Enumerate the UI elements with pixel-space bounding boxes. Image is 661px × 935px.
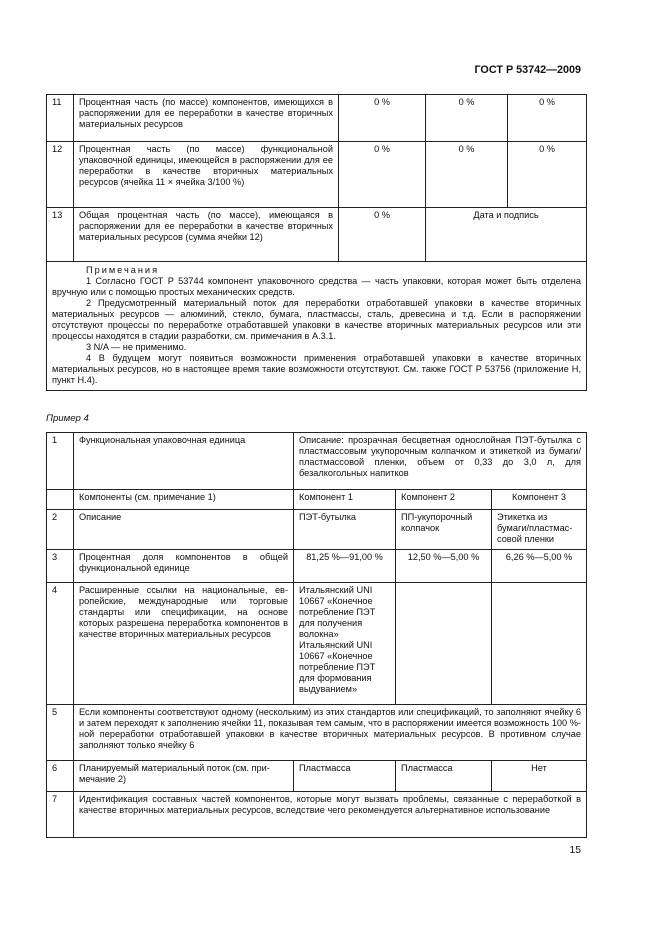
row-description: Общая процентная часть (по массе), имеющаяся в распоряжении для ее переработки в качестве вторичных материальных ресурсов (сумма ячейки 12): [74, 208, 339, 262]
notes-title: Примечания: [86, 265, 160, 275]
example-table: [46, 432, 587, 838]
component-value: Итальянский UNI 10667 «Конечное потребление ПЭТ для получения волокна» Итальянский UNI 10667 «Конечное потребление ПЭТ для формования выдуванием»: [294, 583, 396, 705]
row-number: 6: [47, 761, 74, 792]
note-item: 2 Предусмотренный материальный поток для переработки отработавшей упаковки в качестве вторичных материальных ресурсов — алюминий, стекло, бумага, пластмассы, сталь, древесина и т.д. Если в распоряжении отсутствуют процессы по переработке отработавшей упаковки в качестве вторичных материальных ресурсов или эти процессы находятся в стадии разработки, см. примечания в А.3.1.: [52, 298, 581, 341]
value-cell: 0 %: [508, 142, 587, 208]
note-item: 4 В будущем могут появиться возможности применения отработавшей упаковки в качестве вторичных материальных ресурсов, но в настоящее время такие возможности отсутствуют. См. также ГОСТ Р 53756 (приложение Н, пункт Н.4).: [52, 353, 581, 385]
table-row: [47, 510, 587, 550]
components-label: Компоненты (см. примечание 1): [74, 490, 294, 510]
component-value: Пластмасса: [294, 761, 396, 792]
table-row: [47, 433, 587, 490]
table-row: [47, 208, 587, 262]
note-item: 3 N/A — не применимо.: [86, 342, 187, 352]
document-header: ГОСТ Р 53742—2009: [474, 64, 581, 76]
notes-row: [47, 262, 587, 391]
component-value: Нет: [492, 761, 587, 792]
row-label: Процентная доля компонентов в общей функциональной единице: [74, 550, 294, 583]
component-value: ПЭТ-бутылка: [294, 510, 396, 550]
row-label: Описание: [74, 510, 294, 550]
row-number: 1: [47, 433, 74, 490]
note-item: 1 Согласно ГОСТ Р 53744 компонент упаковочного средства — часть упаковки, которая может быть отделена вручную или с помощью простых механических средств.: [52, 276, 581, 297]
value-cell: 0 %: [339, 208, 426, 262]
table-continuation: [46, 94, 587, 391]
row-number: [47, 490, 74, 510]
table-row: [47, 142, 587, 208]
component-value: ПП-укупорочный колпачок: [396, 510, 492, 550]
value-cell: 0 %: [508, 95, 587, 142]
component-value: [396, 583, 492, 705]
row-instruction: Если компоненты соответствуют одному (нескольким) из этих стандартов или спецификаций, то заполняют ячейку 6 и затем переходят к заполнению ячейки 11, показывая тем самым, что в распоряжении имеется возможность 100 %-ной переработки отработавшей упаковки в качестве вторичных материальных ресурсов. В противном случае заполняют только ячейку 6: [74, 705, 587, 761]
row-label: Планируемый материальный поток (см. примечание 2): [74, 761, 294, 792]
signature-cell: Дата и подпись: [426, 208, 587, 262]
component-header: Компонент 1: [294, 490, 396, 510]
row-number: 13: [47, 208, 74, 262]
value-cell: 0 %: [339, 142, 426, 208]
component-value: Пластмасса: [396, 761, 492, 792]
row-number: 3: [47, 550, 74, 583]
table-row: [47, 490, 587, 510]
row-label: Расширенные ссылки на национальные, европейские, международные или торговые стандарты или спецификации, на основе которых разрешена переработка компонентов в качестве вторичных материальных ресурсов: [74, 583, 294, 705]
table-row: [47, 583, 587, 705]
row-description: Процентная часть (по массе) функциональной упаковочной единицы, имеющейся в распоряжении для ее переработки в качестве вторичных материальных ресурсов (ячейка 11 × ячейка 3/100 %): [74, 142, 339, 208]
component-header: Компонент 2: [396, 490, 492, 510]
row-number: 4: [47, 583, 74, 705]
page-number: 15: [569, 845, 581, 856]
table-row: [47, 550, 587, 583]
table-row: [47, 95, 587, 142]
row-description: Процентная часть (по массе) компонентов, имеющихся в распоряжении для ее переработки в качестве вторичных материальных ресурсов: [74, 95, 339, 142]
row-number: 2: [47, 510, 74, 550]
component-value: 81,25 %—91,00 %: [294, 550, 396, 583]
example-label: Пример 4: [46, 413, 89, 424]
row-number: 12: [47, 142, 74, 208]
table-row: [47, 705, 587, 761]
value-cell: 0 %: [426, 95, 508, 142]
row-number: 11: [47, 95, 74, 142]
component-value: 6,26 %—5,00 %: [492, 550, 587, 583]
component-value: [492, 583, 587, 705]
component-value: 12,50 %—5,00 %: [396, 550, 492, 583]
row-number: 7: [47, 792, 74, 838]
row-label: Функциональная упаковочная единица: [74, 433, 294, 490]
row-number: 5: [47, 705, 74, 761]
table-row: [47, 761, 587, 792]
value-cell: 0 %: [339, 95, 426, 142]
component-value: Этикетка из бумаги/пластмассовой пленки: [492, 510, 587, 550]
unit-description: Описание: прозрачная бесцветная однослойная ПЭТ-бутылка с пластмассовым укупорочным колпачком и этикеткой из бумаги/пластмассовой пленки, объем от 0,33 до 3,0 л, для безалкогольных напитков: [294, 433, 587, 490]
component-header: Компонент 3: [492, 490, 587, 510]
row-instruction: Идентификация составных частей компонентов, которые могут вызвать проблемы, связанные с переработкой в качестве вторичных материальных ресурсов, вследствие чего рекомендуется альтернативное использование: [74, 792, 587, 838]
table-row: [47, 792, 587, 838]
value-cell: 0 %: [426, 142, 508, 208]
